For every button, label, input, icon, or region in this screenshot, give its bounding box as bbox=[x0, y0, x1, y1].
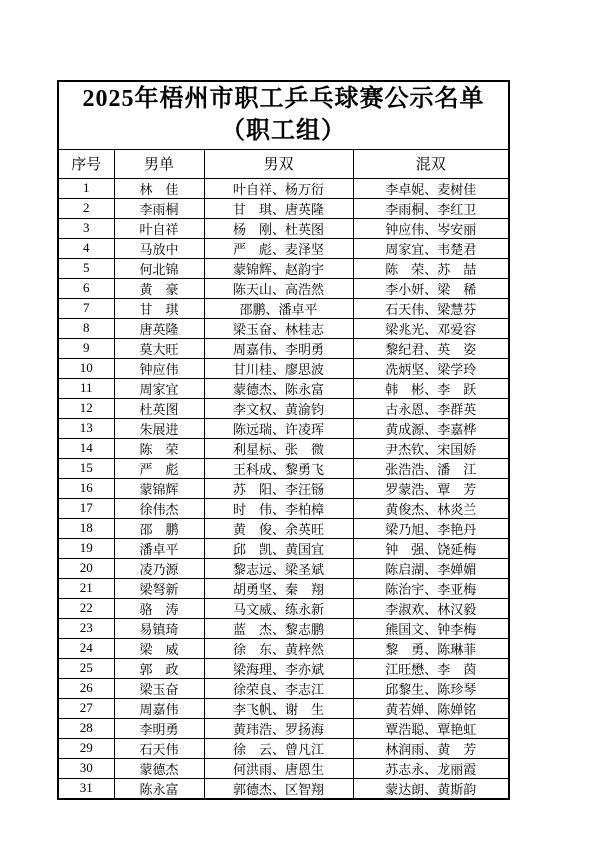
column-header-mens-singles: 男单 bbox=[114, 149, 204, 178]
table-row bbox=[58, 398, 509, 418]
table-row bbox=[58, 618, 509, 638]
cell-index: 2 bbox=[58, 198, 114, 218]
table-row bbox=[58, 418, 509, 438]
cell-mixed-doubles: 邱黎生、陈珍琴 bbox=[353, 678, 509, 698]
cell-mens-singles: 叶自祥 bbox=[114, 218, 204, 238]
cell-mixed-doubles: 陈治宇、李亚梅 bbox=[353, 578, 509, 598]
table-body bbox=[58, 178, 509, 799]
cell-mens-doubles: 杨 刚、杜英图 bbox=[204, 218, 353, 238]
cell-mixed-doubles: 古永恩、李群英 bbox=[353, 398, 509, 418]
cell-mens-doubles: 郭德杰、区智翔 bbox=[204, 778, 353, 799]
cell-mixed-doubles: 钟应伟、岑安丽 bbox=[353, 218, 509, 238]
table-row bbox=[58, 538, 509, 558]
cell-index: 7 bbox=[58, 298, 114, 318]
cell-index: 15 bbox=[58, 458, 114, 478]
cell-mens-doubles: 邵鹏、潘卓平 bbox=[204, 298, 353, 318]
cell-mens-singles: 邵 鹏 bbox=[114, 518, 204, 538]
table-row bbox=[58, 578, 509, 598]
cell-mens-doubles: 甘川桂、廖思波 bbox=[204, 358, 353, 378]
cell-mens-singles: 石天伟 bbox=[114, 738, 204, 758]
table-row bbox=[58, 518, 509, 538]
cell-mixed-doubles: 李小妍、梁 稀 bbox=[353, 278, 509, 298]
cell-index: 6 bbox=[58, 278, 114, 298]
cell-mens-doubles: 黄玮浩、罗扬海 bbox=[204, 718, 353, 738]
cell-mixed-doubles: 黎 勇、陈琳菲 bbox=[353, 638, 509, 658]
cell-mens-singles: 蒙德杰 bbox=[114, 758, 204, 778]
cell-index: 16 bbox=[58, 478, 114, 498]
document-title bbox=[58, 81, 509, 149]
cell-mens-doubles: 徐荣良、李志江 bbox=[204, 678, 353, 698]
cell-mens-singles: 林 佳 bbox=[114, 178, 204, 198]
cell-mens-singles: 杜英图 bbox=[114, 398, 204, 418]
cell-mens-singles: 郭 政 bbox=[114, 658, 204, 678]
cell-index: 18 bbox=[58, 518, 114, 538]
cell-mens-doubles: 叶自祥、杨万衍 bbox=[204, 178, 353, 198]
cell-mens-singles: 蒙锦辉 bbox=[114, 478, 204, 498]
cell-mixed-doubles: 蒙达朗、黄斯韵 bbox=[353, 778, 509, 799]
cell-mixed-doubles: 李雨桐、李红卫 bbox=[353, 198, 509, 218]
cell-mixed-doubles: 覃浩聪、覃艳虹 bbox=[353, 718, 509, 738]
cell-mixed-doubles: 黄成源、李嘉桦 bbox=[353, 418, 509, 438]
table-row bbox=[58, 458, 509, 478]
cell-mixed-doubles: 石天伟、梁慧芬 bbox=[353, 298, 509, 318]
cell-mixed-doubles: 张浩浩、潘 江 bbox=[353, 458, 509, 478]
cell-mens-singles: 唐英隆 bbox=[114, 318, 204, 338]
cell-mixed-doubles: 梁兆光、邓爱容 bbox=[353, 318, 509, 338]
cell-index: 27 bbox=[58, 698, 114, 718]
cell-index: 28 bbox=[58, 718, 114, 738]
cell-index: 8 bbox=[58, 318, 114, 338]
cell-mens-singles: 徐伟杰 bbox=[114, 498, 204, 518]
cell-index: 23 bbox=[58, 618, 114, 638]
cell-mixed-doubles: 黎纪君、英 姿 bbox=[353, 338, 509, 358]
cell-mixed-doubles: 林润雨、黄 芳 bbox=[353, 738, 509, 758]
cell-mens-doubles: 严 彪、麦泽坚 bbox=[204, 238, 353, 258]
title-row bbox=[58, 81, 509, 149]
table-row bbox=[58, 278, 509, 298]
table-row bbox=[58, 318, 509, 338]
roster-table bbox=[57, 80, 510, 800]
cell-mens-singles: 周嘉伟 bbox=[114, 698, 204, 718]
cell-mens-doubles: 李飞帆、谢 生 bbox=[204, 698, 353, 718]
cell-index: 29 bbox=[58, 738, 114, 758]
cell-index: 1 bbox=[58, 178, 114, 198]
table-row bbox=[58, 598, 509, 618]
cell-index: 20 bbox=[58, 558, 114, 578]
cell-mens-singles: 朱展进 bbox=[114, 418, 204, 438]
cell-mixed-doubles: 陈启湖、李婵媚 bbox=[353, 558, 509, 578]
cell-index: 4 bbox=[58, 238, 114, 258]
table-row bbox=[58, 738, 509, 758]
cell-index: 25 bbox=[58, 658, 114, 678]
cell-index: 22 bbox=[58, 598, 114, 618]
cell-mixed-doubles: 钟 强、饶延梅 bbox=[353, 538, 509, 558]
cell-mens-doubles: 梁海理、李亦斌 bbox=[204, 658, 353, 678]
table-row bbox=[58, 338, 509, 358]
cell-mixed-doubles: 冼炳坚、梁学玲 bbox=[353, 358, 509, 378]
cell-mens-doubles: 时 伟、李柏樟 bbox=[204, 498, 353, 518]
cell-mixed-doubles: 尹杰钦、宋国娇 bbox=[353, 438, 509, 458]
cell-mens-singles: 李明勇 bbox=[114, 718, 204, 738]
table-row bbox=[58, 478, 509, 498]
cell-mens-singles: 梁玉奋 bbox=[114, 678, 204, 698]
cell-mixed-doubles: 梁乃旭、李艳丹 bbox=[353, 518, 509, 538]
cell-mens-doubles: 甘 琪、唐英隆 bbox=[204, 198, 353, 218]
cell-mens-singles: 何北锦 bbox=[114, 258, 204, 278]
table-row bbox=[58, 678, 509, 698]
cell-mens-doubles: 陈远瑞、许凌珲 bbox=[204, 418, 353, 438]
cell-index: 9 bbox=[58, 338, 114, 358]
cell-index: 5 bbox=[58, 258, 114, 278]
table-row bbox=[58, 198, 509, 218]
cell-mixed-doubles: 韩 彬、李 跃 bbox=[353, 378, 509, 398]
table-row bbox=[58, 378, 509, 398]
cell-mens-singles: 梁 威 bbox=[114, 638, 204, 658]
cell-mixed-doubles: 李淑欢、林汉毅 bbox=[353, 598, 509, 618]
cell-mens-singles: 甘 琪 bbox=[114, 298, 204, 318]
cell-index: 31 bbox=[58, 778, 114, 799]
cell-index: 21 bbox=[58, 578, 114, 598]
cell-mens-doubles: 徐 东、黄梓然 bbox=[204, 638, 353, 658]
cell-mens-doubles: 黎志远、梁圣斌 bbox=[204, 558, 353, 578]
cell-index: 19 bbox=[58, 538, 114, 558]
cell-mens-singles: 黄 豪 bbox=[114, 278, 204, 298]
table-row bbox=[58, 498, 509, 518]
cell-mixed-doubles: 江旺懋、李 茵 bbox=[353, 658, 509, 678]
table-row bbox=[58, 638, 509, 658]
table-row bbox=[58, 698, 509, 718]
cell-index: 3 bbox=[58, 218, 114, 238]
table-row bbox=[58, 238, 509, 258]
cell-mens-singles: 莫大旺 bbox=[114, 338, 204, 358]
cell-mens-doubles: 马文威、练永新 bbox=[204, 598, 353, 618]
cell-mixed-doubles: 罗蒙浩、覃 芳 bbox=[353, 478, 509, 498]
cell-index: 26 bbox=[58, 678, 114, 698]
cell-mens-doubles: 周嘉伟、李明勇 bbox=[204, 338, 353, 358]
table-row bbox=[58, 298, 509, 318]
table-row bbox=[58, 358, 509, 378]
table-row bbox=[58, 218, 509, 238]
cell-mens-singles: 陈永富 bbox=[114, 778, 204, 799]
cell-mens-doubles: 王科成、黎勇飞 bbox=[204, 458, 353, 478]
cell-mens-doubles: 利星标、张 微 bbox=[204, 438, 353, 458]
cell-index: 30 bbox=[58, 758, 114, 778]
table-row bbox=[58, 258, 509, 278]
title-line-2: （职工组） bbox=[221, 118, 346, 145]
cell-mens-doubles: 蒙锦辉、赵韵宇 bbox=[204, 258, 353, 278]
column-header-mixed-doubles: 混双 bbox=[353, 149, 509, 178]
cell-index: 13 bbox=[58, 418, 114, 438]
table-row bbox=[58, 658, 509, 678]
table-row bbox=[58, 778, 509, 799]
column-header-index: 序号 bbox=[58, 149, 114, 178]
cell-mens-doubles: 蒙德杰、陈永富 bbox=[204, 378, 353, 398]
cell-mens-singles: 潘卓平 bbox=[114, 538, 204, 558]
table-row bbox=[58, 718, 509, 738]
cell-mens-doubles: 蓝 杰、黎志鹏 bbox=[204, 618, 353, 638]
cell-index: 24 bbox=[58, 638, 114, 658]
cell-index: 12 bbox=[58, 398, 114, 418]
table-header-row bbox=[58, 149, 509, 178]
cell-mens-singles: 钟应伟 bbox=[114, 358, 204, 378]
cell-mens-singles: 梁弩新 bbox=[114, 578, 204, 598]
cell-mens-doubles: 邱 凯、黄国宜 bbox=[204, 538, 353, 558]
cell-mens-singles: 严 彪 bbox=[114, 458, 204, 478]
column-header-mens-doubles: 男双 bbox=[204, 149, 353, 178]
cell-mens-doubles: 陈天山、高浩然 bbox=[204, 278, 353, 298]
cell-mixed-doubles: 黄俊杰、林炎兰 bbox=[353, 498, 509, 518]
cell-index: 14 bbox=[58, 438, 114, 458]
cell-mens-singles: 周家宜 bbox=[114, 378, 204, 398]
cell-mens-doubles: 黄 俊、余英旺 bbox=[204, 518, 353, 538]
cell-index: 10 bbox=[58, 358, 114, 378]
cell-mixed-doubles: 陈 荣、苏 喆 bbox=[353, 258, 509, 278]
cell-mixed-doubles: 黄若婵、陈婵铭 bbox=[353, 698, 509, 718]
cell-mens-doubles: 何洪雨、唐恩生 bbox=[204, 758, 353, 778]
cell-index: 11 bbox=[58, 378, 114, 398]
cell-mixed-doubles: 周家宜、韦楚君 bbox=[353, 238, 509, 258]
cell-mens-singles: 陈 荣 bbox=[114, 438, 204, 458]
cell-mens-doubles: 梁玉奋、林桂志 bbox=[204, 318, 353, 338]
cell-mens-doubles: 胡勇坚、秦 翔 bbox=[204, 578, 353, 598]
cell-mixed-doubles: 苏志永、龙丽霞 bbox=[353, 758, 509, 778]
cell-mens-doubles: 徐 云、曾凡江 bbox=[204, 738, 353, 758]
cell-mens-singles: 马放中 bbox=[114, 238, 204, 258]
cell-mixed-doubles: 熊国文、钟李梅 bbox=[353, 618, 509, 638]
cell-mens-doubles: 苏 阳、李汪铴 bbox=[204, 478, 353, 498]
title-line-1: 2025年梧州市职工乒乓球赛公示名单 bbox=[82, 85, 485, 112]
cell-mens-singles: 凌乃源 bbox=[114, 558, 204, 578]
table-row bbox=[58, 758, 509, 778]
cell-mens-singles: 李雨桐 bbox=[114, 198, 204, 218]
cell-mens-singles: 骆 涛 bbox=[114, 598, 204, 618]
cell-mens-singles: 易镇琦 bbox=[114, 618, 204, 638]
cell-index: 17 bbox=[58, 498, 114, 518]
cell-mixed-doubles: 李卓妮、麦树佳 bbox=[353, 178, 509, 198]
table-row bbox=[58, 558, 509, 578]
table-row bbox=[58, 178, 509, 198]
cell-mens-doubles: 李文权、黄渝钧 bbox=[204, 398, 353, 418]
table-row bbox=[58, 438, 509, 458]
